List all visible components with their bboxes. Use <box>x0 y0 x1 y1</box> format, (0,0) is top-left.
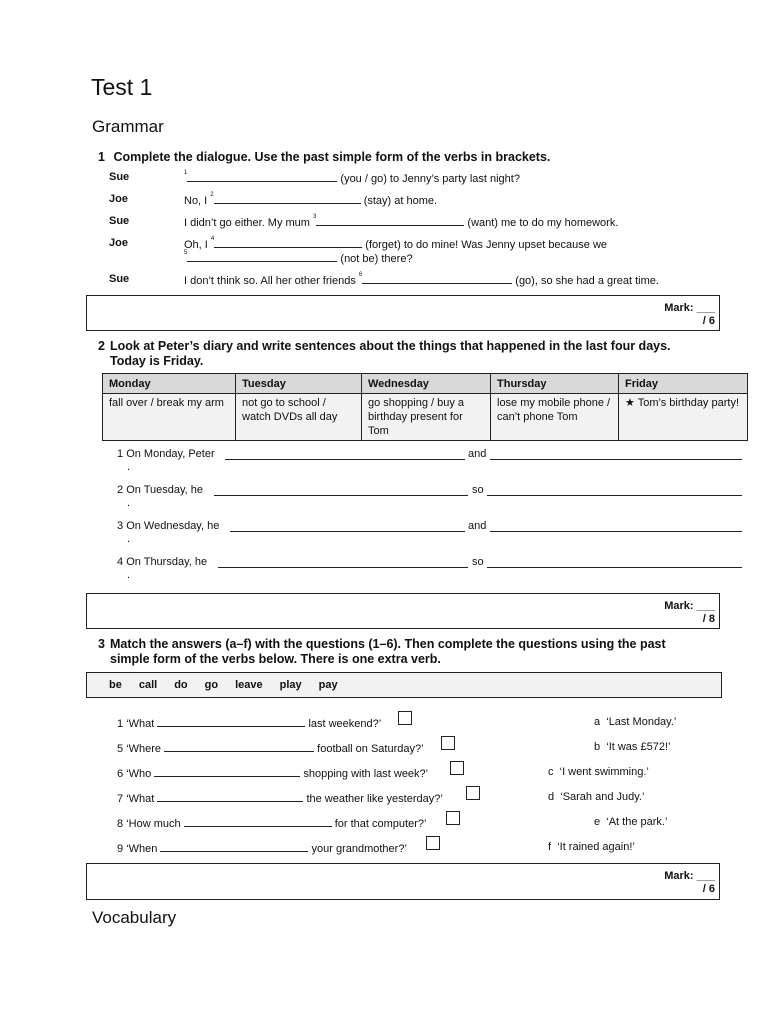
diary-header-wednesday: Wednesday <box>362 374 491 394</box>
q3-question-end: your grandmother?’ <box>311 843 407 855</box>
q3-answer-letter: c <box>548 766 554 778</box>
q2-gap-3b[interactable] <box>490 521 742 532</box>
q3-question-number: 7 <box>117 793 124 805</box>
q3-gap-7[interactable] <box>157 791 303 802</box>
q3-heading <box>98 637 666 667</box>
q1-line-5-text: (go), so she had a great time. <box>512 275 659 287</box>
q2-mark <box>664 600 715 626</box>
q3-answer-d <box>548 791 644 803</box>
diary-row <box>103 394 748 441</box>
q2-period-4: . <box>127 569 131 581</box>
q3-answer-text: ‘Sarah and Judy.’ <box>560 791 645 803</box>
q1-mark-box <box>86 295 720 331</box>
q2-instruction-2: Today is Friday. <box>110 354 204 368</box>
q2-link-2: so <box>472 484 484 496</box>
q3-question-number: 5 <box>117 743 124 755</box>
q1-line-5 <box>184 273 659 287</box>
q2-gap-1b[interactable] <box>490 449 742 460</box>
verb-item: be <box>109 679 122 691</box>
q1-line-4-text: (forget) to do mine! Was Jenny upset because we <box>362 239 608 251</box>
q1-heading <box>98 150 550 165</box>
verb-box <box>86 672 722 698</box>
q1-line-1 <box>184 171 520 185</box>
q1-speaker-3: Sue <box>109 215 130 227</box>
q1-gap-6[interactable] <box>362 273 512 284</box>
q1-gap-number-1: 1 <box>184 170 188 176</box>
q1-line-1-text: (you / go) to Jenny’s party last night? <box>337 173 520 185</box>
q2-gap-2b[interactable] <box>487 485 742 496</box>
q1-line-4-pre: Oh, I <box>184 239 211 251</box>
q3-question-end: the weather like yesterday?’ <box>306 793 443 805</box>
q2-sentence-number: 1 <box>117 448 124 460</box>
q3-answer-box-1[interactable] <box>398 711 412 725</box>
q1-line-2 <box>184 193 437 207</box>
q3-question-5 <box>117 741 424 755</box>
q1-gap-1[interactable] <box>187 171 337 182</box>
q1-gap-2[interactable] <box>214 193 361 204</box>
page-title: Test 1 <box>91 74 153 100</box>
q2-instruction-1: Look at Peter’s diary and write sentences about the things that happened in the last four days. <box>110 339 671 353</box>
q2-sentence-4 <box>117 556 207 568</box>
q2-sentence-2 <box>117 484 203 496</box>
verb-item: go <box>204 679 219 691</box>
q3-answer-text: ‘It rained again!’ <box>557 841 635 853</box>
q1-line-3-pre: I didn’t go either. My mum <box>184 217 313 229</box>
q1-line-4 <box>184 237 607 251</box>
q3-gap-1[interactable] <box>157 716 305 727</box>
section-heading-grammar: Grammar <box>92 117 164 136</box>
q3-answer-c <box>548 766 649 778</box>
q3-answer-box-5[interactable] <box>441 736 455 750</box>
q3-answer-letter: f <box>548 841 552 853</box>
q2-link-3: and <box>468 520 487 532</box>
q2-gap-4b[interactable] <box>487 557 742 568</box>
q3-question-9 <box>117 841 407 855</box>
q3-instruction-1: Match the answers (a–f) with the questions (1–6). Then complete the questions using the past <box>110 637 666 651</box>
q1-number: 1 <box>98 150 105 164</box>
q3-answer-text: ‘I went swimming.’ <box>559 766 649 778</box>
q2-sentence-start: On Tuesday, he <box>126 484 204 496</box>
diary-table <box>102 373 748 441</box>
diary-header-monday: Monday <box>103 374 236 394</box>
verb-item: do <box>174 679 188 691</box>
q2-gap-2a[interactable] <box>214 485 468 496</box>
q1-line-2-pre: No, I <box>184 195 211 207</box>
q1-gap-4[interactable] <box>214 237 362 248</box>
q2-mark-box <box>86 593 720 629</box>
q2-gap-3a[interactable] <box>230 521 465 532</box>
q3-answer-box-6[interactable] <box>450 761 464 775</box>
q3-question-start: ‘How much <box>126 818 181 830</box>
q3-answer-box-7[interactable] <box>466 786 480 800</box>
q1-mark-total: / 6 <box>702 315 715 327</box>
q1-line-2-text: (stay) at home. <box>360 195 438 207</box>
q3-question-number: 9 <box>117 843 124 855</box>
q3-question-8 <box>117 816 426 830</box>
q3-mark-total: / 6 <box>702 883 715 895</box>
verb-list <box>109 679 355 691</box>
q1-speaker-2: Joe <box>109 193 128 205</box>
q2-period-1: . <box>127 461 131 473</box>
q3-question-start: ‘What <box>126 793 155 805</box>
q3-question-number: 1 <box>117 718 124 730</box>
q1-line-5-pre: I don’t think so. All her other friends <box>184 275 359 287</box>
q2-number: 2 <box>98 339 105 353</box>
q3-question-6 <box>117 766 428 780</box>
q3-question-number: 8 <box>117 818 124 830</box>
verb-item: call <box>138 679 158 691</box>
q1-gap-number-5: 5 <box>184 250 188 256</box>
q3-gap-9[interactable] <box>160 841 308 852</box>
q3-mark-box <box>86 863 720 900</box>
q1-mark-label: Mark: ___ <box>664 302 715 314</box>
q3-question-number: 6 <box>117 768 124 780</box>
q1-gap-number-3: 3 <box>313 214 317 220</box>
q1-line-3-text: (want) me to do my homework. <box>464 217 619 229</box>
q2-sentence-start: On Monday, Peter <box>126 448 215 460</box>
q3-question-end: for that computer?’ <box>334 818 427 830</box>
q3-gap-5[interactable] <box>164 741 314 752</box>
q2-sentence-start: On Thursday, he <box>126 556 208 568</box>
q2-sentence-start: On Wednesday, he <box>126 520 220 532</box>
q3-answer-box-9[interactable] <box>426 836 440 850</box>
q3-question-start: ‘Where <box>126 743 162 755</box>
q2-link-1: and <box>468 448 487 460</box>
q3-gap-8[interactable] <box>184 816 332 827</box>
q2-gap-1a[interactable] <box>225 449 465 460</box>
q1-speaker-4: Joe <box>109 237 128 249</box>
q1-line-3 <box>184 215 618 229</box>
q3-question-1 <box>117 716 381 730</box>
q3-question-start: ‘Who <box>126 768 152 780</box>
section-heading-vocabulary: Vocabulary <box>92 908 177 927</box>
q3-number: 3 <box>98 637 105 651</box>
q1-line-4b-text: (not be) there? <box>337 253 413 265</box>
diary-header-thursday: Thursday <box>491 374 619 394</box>
q3-question-end: last weekend?’ <box>308 718 382 730</box>
diary-cell-tuesday: not go to school / watch DVDs all day <box>236 394 362 441</box>
q2-mark-label: Mark: ___ <box>664 600 715 612</box>
q3-answer-letter: a <box>594 716 601 728</box>
q3-answer-box-8[interactable] <box>446 811 460 825</box>
q2-gap-4a[interactable] <box>218 557 468 568</box>
q2-period-3: . <box>127 533 131 545</box>
diary-cell-monday: fall over / break my arm <box>103 394 236 441</box>
q3-question-end: shopping with last week?’ <box>303 768 429 780</box>
q1-speaker-5: Sue <box>109 273 130 285</box>
q2-sentence-3 <box>117 520 219 532</box>
diary-header-row <box>103 374 748 394</box>
q3-instruction-2: simple form of the verbs below. There is one extra verb. <box>110 652 441 666</box>
q3-answer-letter: d <box>548 791 555 803</box>
q3-answer-a <box>594 716 676 728</box>
q3-answer-letter: b <box>594 741 601 753</box>
diary-cell-friday: ★ Tom’s birthday party! <box>619 394 748 441</box>
q2-sentence-number: 2 <box>117 484 124 496</box>
q3-question-7 <box>117 791 443 805</box>
q3-answer-e <box>594 816 667 828</box>
q1-gap-number-6: 6 <box>358 272 363 278</box>
q1-mark <box>664 302 715 328</box>
q3-answer-f <box>548 841 635 853</box>
diary-cell-wednesday: go shopping / buy a birthday present for Tom <box>362 394 491 441</box>
verb-item: leave <box>235 679 263 691</box>
q2-heading <box>98 339 671 369</box>
q1-instruction: Complete the dialogue. Use the past simple form of the verbs in brackets. <box>113 150 551 164</box>
q3-answer-text: ‘It was £572!’ <box>606 741 671 753</box>
q2-sentence-1 <box>117 448 215 460</box>
q3-question-start: ‘When <box>126 843 158 855</box>
q3-answer-text: ‘At the park.’ <box>606 816 668 828</box>
q1-gap-number-4: 4 <box>210 236 215 242</box>
q3-answer-b <box>594 741 670 753</box>
q3-answer-text: ‘Last Monday.’ <box>606 716 677 728</box>
verb-item: play <box>279 679 302 691</box>
q2-link-4: so <box>472 556 484 568</box>
diary-header-tuesday: Tuesday <box>236 374 362 394</box>
q1-gap-number-2: 2 <box>210 192 214 198</box>
q1-gap-5[interactable] <box>187 251 337 262</box>
q3-question-end: football on Saturday?’ <box>317 743 424 755</box>
q1-line-4b <box>184 251 413 265</box>
q2-mark-total: / 8 <box>702 613 715 625</box>
verb-item: pay <box>318 679 338 691</box>
q2-sentence-number: 4 <box>117 556 124 568</box>
q3-mark-label: Mark: ___ <box>664 870 715 882</box>
q3-mark <box>664 870 715 896</box>
q1-gap-3[interactable] <box>316 215 464 226</box>
q3-answer-letter: e <box>594 816 601 828</box>
q3-gap-6[interactable] <box>154 766 300 777</box>
diary-header-friday: Friday <box>619 374 748 394</box>
q2-period-2: . <box>127 497 131 509</box>
q2-sentence-number: 3 <box>117 520 124 532</box>
diary-cell-thursday: lose my mobile phone / can’t phone Tom <box>491 394 619 441</box>
q3-question-start: ‘What <box>126 718 155 730</box>
q1-speaker-1: Sue <box>109 171 130 183</box>
